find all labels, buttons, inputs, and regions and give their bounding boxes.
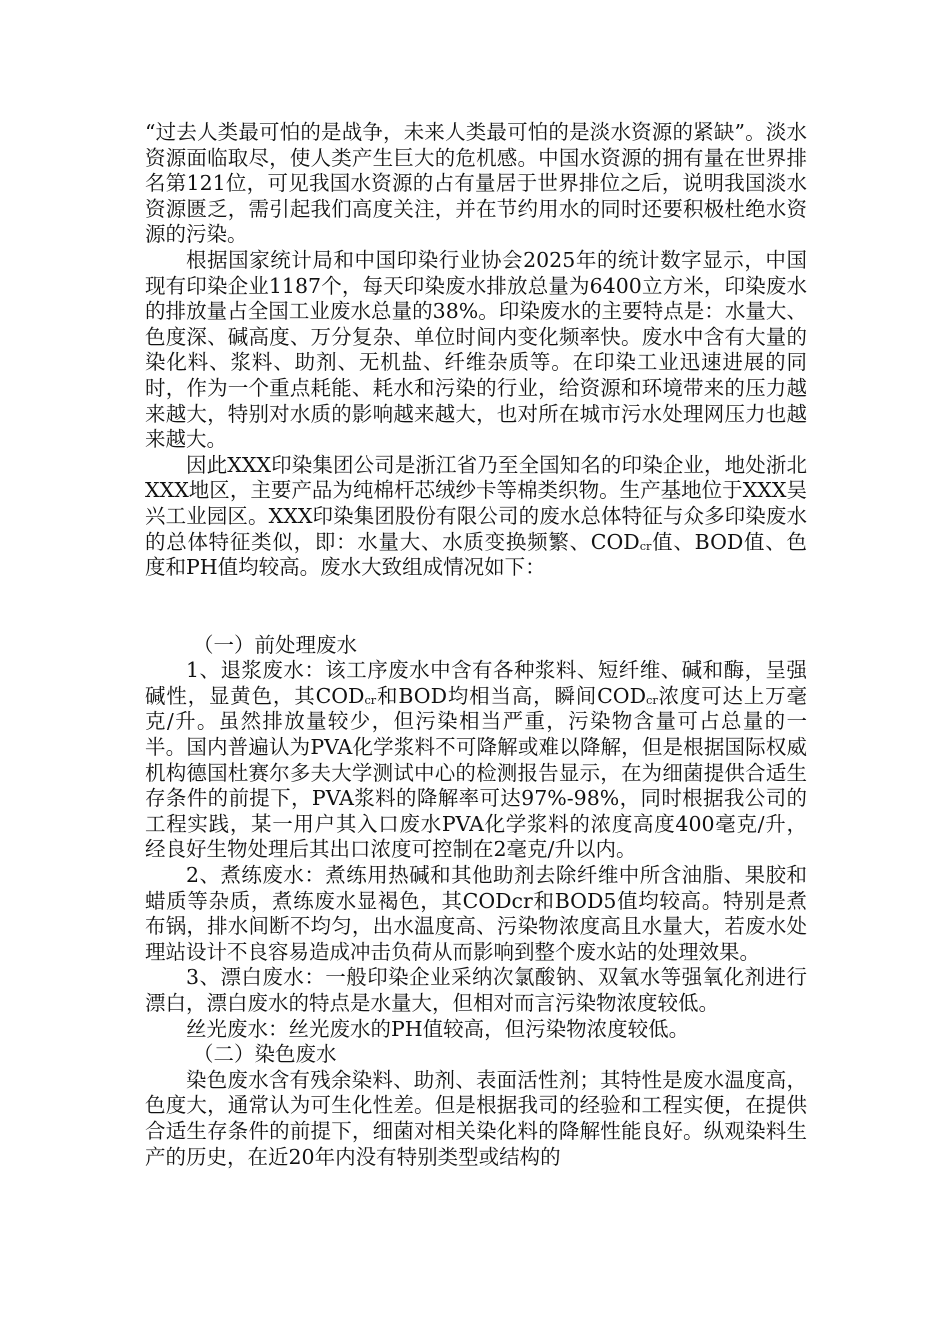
section-2-heading: （二）染色废水 [193, 1042, 337, 1067]
intro-paragraph-2: 根据国家统计局和中国印染行业协会2025年的统计数字显示，中国现有印染企业1187个，每天印染废水排放总量为6400立方米，印染废水的排放量占全国工业废水总量的38%。印染废水的主要特点是：水量大、色度深、碱高度、万分复杂、单位时间内变化频率快。废水中含有大量的染化料、浆料、助剂、无机盐、纤维杂质等。在印染工业迅速进展的同时，作为一个重点耗能、耗水和污染的行业，给资源和环境带来的压力越来越大，特别对水质的影响越来越大，也对所在城市污水处理网压力也越来越大。 [145, 247, 807, 452]
intro-paragraph-3-text-b: 值、BOD值、色度和PH值均较高。废水大致组成情况如下： [145, 529, 807, 580]
item-1-text-a: 1、退浆废水：该工序废水中含有各种浆料、短纤维、碱和酶，呈强碱性，显黄色，其COD [145, 658, 807, 708]
section-1-item-3: 3、漂白废水：一般印染企业采纳次氯酸钠、双氧水等强氧化剂进行漂白，漂白废水的特点是水量大，但相对而言污染物浓度较低。 [145, 965, 807, 1015]
cod-subscript: cr [646, 694, 658, 707]
section-1-item-2: 2、煮练废水：煮练用热碱和其他助剂去除纤维中所含油脂、果胶和蜡质等杂质，煮练废水显褐色，其CODcr和BOD5值均较高。特别是煮布锅，排水间断不均匀，出水温度高、污染物浓度高且水量大，若废水处理站设计不良容易造成冲击负荷从而影响到整个废水站的处理效果。 [145, 863, 807, 964]
item-1-text-c: 浓度可达上万毫克/升。虽然排放量较少，但污染相当严重，污染物含量可占总量的一半。国内普遍认为PVA化学浆料不可降解或难以降解，但是根据国际权威机构德国杜赛尔多夫大学测试中心的检测报告显示，在为细菌提供合适生存条件的前提下，PVA浆料的降解率可达97%-98%，同时根据我公司的工程实践，某一用户其入口废水PVA化学浆料的浓度高度400毫克/升，经良好生物处理后其出口浓度可控制在2毫克/升以内。 [145, 683, 807, 862]
intro-paragraph-1: “过去人类最可怕的是战争，未来人类最可怕的是淡水资源的紧缺”。淡水资源面临取尽，使人类产生巨大的危机感。中国水资源的拥有量在世界排名第121位，可见我国水资源的占有量居于世界排位之后，说明我国淡水资源匮乏，需引起我们高度关注，并在节约用水的同时还要积极杜绝水资源的污染。 [145, 120, 807, 247]
section-2-paragraph-1: 染色废水含有残余染料、助剂、表面活性剂；其特性是废水温度高，色度大，通常认为可生化性差。但是根据我司的经验和工程实便，在提供合适生存条件的前提下，细菌对相关染化料的降解性能良好。纵观染料生产的历史，在近20年内没有特别类型或结构的 [145, 1067, 807, 1169]
item-1-text-b: 和BOD均相当高，瞬间COD [376, 683, 647, 708]
document-page [145, 120, 807, 1170]
intro-paragraph-3 [145, 453, 807, 581]
section-1-heading: （一）前处理废水 [193, 632, 357, 657]
cod-subscript: cr [364, 694, 377, 707]
intro-paragraph-3-text-a: 因此XXX印染集团公司是浙江省乃至全国知名的印染企业，地处浙北XXX地区，主要产品为纯棉杆芯绒纱卡等棉类织物。生产基地位于XXX吴兴工业园区。XXX印染集团股份有限公司的废水总体特征与众多印染废水的总体特征类似，即：水量大、水质变换频繁、COD [145, 452, 807, 554]
section-1-item-1 [145, 658, 807, 863]
cod-subscript: cr [639, 539, 652, 553]
section-1-item-4: 丝光废水：丝光废水的PH值较高，但污染物浓度较低。 [186, 1016, 690, 1041]
section-spacer [145, 581, 807, 633]
